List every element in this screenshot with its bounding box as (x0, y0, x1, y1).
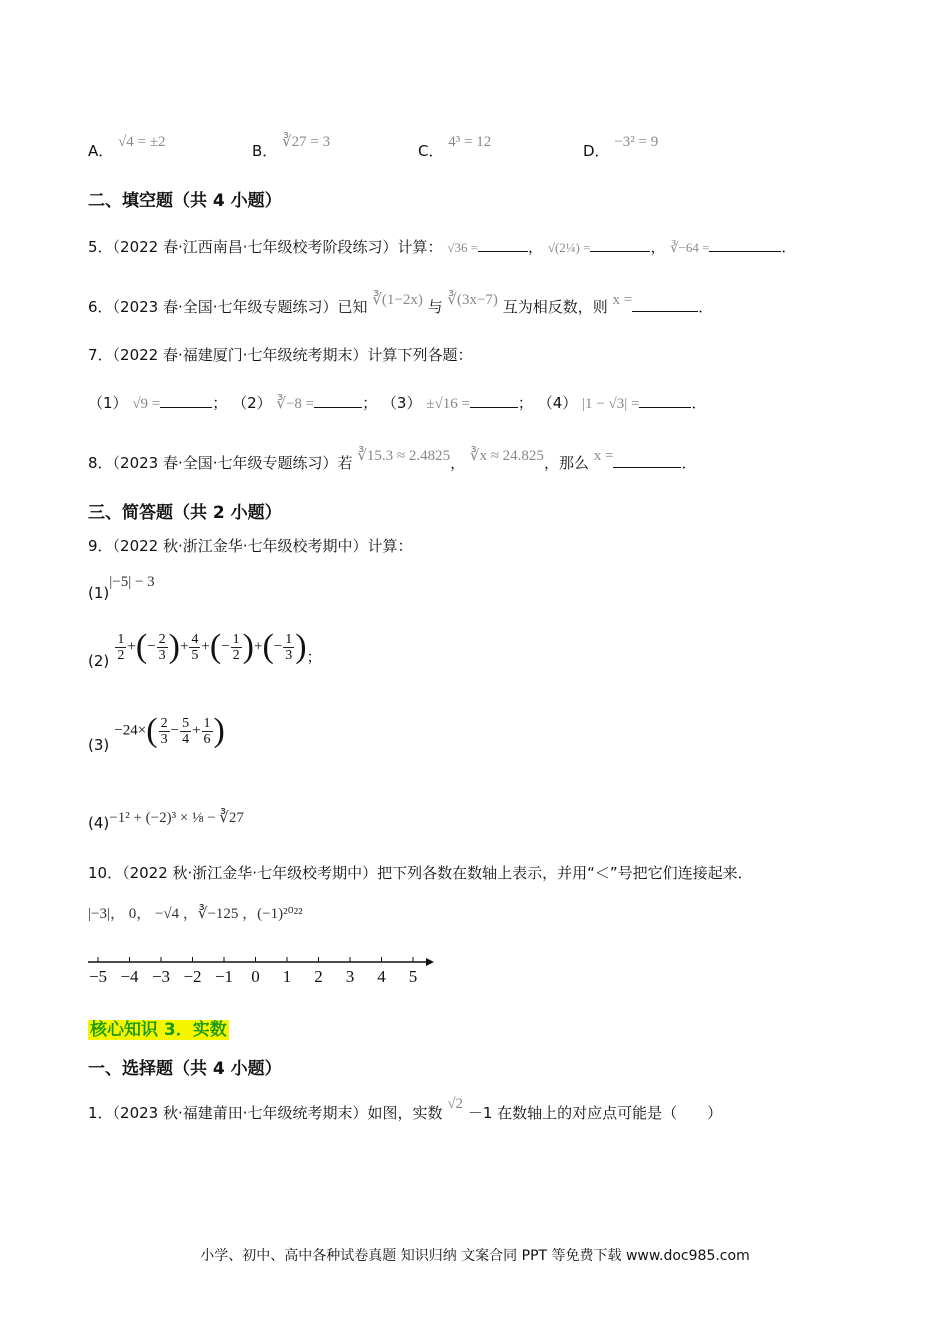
option-b (252, 134, 331, 161)
q6-suffix: 互为相反数，则 (502, 298, 608, 316)
option-d-label: D． (583, 142, 610, 160)
option-a-expr: √4 = ±2 (118, 134, 166, 150)
option-b-label: B． (252, 142, 278, 160)
question-7-parts: （1） √9 = ； （2） ∛−8 = ； （3） ±√16 = ； （4） |1 − √3| = ． (88, 394, 707, 412)
number-line-tick-label: −1 (214, 967, 234, 986)
number-line-tick-label: −2 (183, 967, 202, 986)
option-c-expr: 4³ = 12 (448, 134, 492, 150)
q10-numbers (88, 902, 303, 923)
q7-part-4-label: （4） (537, 394, 578, 412)
q7-part-3-label: （3） (381, 394, 422, 412)
number-line-tick-label: 0 (251, 967, 260, 986)
q7-blank-1[interactable] (160, 393, 212, 408)
question-5: 5．（2022 春·江西南昌·七年级校考阶段练习）计算： √36 = ， √(2¼) = ， ∛−64 = ． (88, 238, 797, 256)
number-line (86, 950, 436, 990)
q5-blank-3[interactable] (709, 237, 781, 252)
q9-expr-1: |−5| − 3 (109, 574, 155, 590)
number-line-tick-label: −3 (151, 967, 171, 986)
q9-part-1 (88, 574, 155, 602)
question-10: 10．（2022 秋·浙江金华·七年级校考期中）把下列各数在数轴上表示，并用“＜”号把它们连接起来． (88, 864, 753, 882)
option-c-label: C． (418, 142, 444, 160)
q9-part-4-label: (4) (88, 814, 110, 832)
q6-var: x = (612, 292, 633, 308)
question-1 (88, 1096, 723, 1123)
option-c (418, 134, 492, 161)
q7-part-2-label: （2） (232, 394, 272, 412)
q7-expr-1: √9 = (132, 396, 161, 412)
option-d-expr: −3² = 9 (614, 134, 659, 150)
q1-expr: √2 (447, 1096, 464, 1112)
option-b-expr: ∛27 = 3 (282, 134, 331, 150)
footer-text: 小学、初中、高中各种试卷真题 知识归纳 文案合同 PPT 等免费下载 www.doc985.com (200, 1248, 750, 1264)
q8-expr-1: ∛15.3 ≈ 2.4825 (357, 448, 451, 464)
q5-expr-2: √(2¼) = (547, 240, 591, 255)
question-8: 8．（2023 春·全国·七年级专题练习）若 ∛15.3 ≈ 2.4825， ∛x ≈ 24.825，那么 x = ． (88, 448, 697, 472)
number-line-tick-label: 1 (282, 967, 292, 986)
q1-suffix: －1 在数轴上的对应点可能是（ ） (467, 1104, 723, 1122)
q7-blank-3[interactable] (470, 393, 518, 408)
q7-blank-2[interactable] (314, 393, 362, 408)
q8-mid: ，那么 (543, 454, 589, 472)
q5-blank-1[interactable] (478, 237, 528, 252)
q8-expr-2: ∛x ≈ 24.825 (469, 448, 544, 464)
option-a (88, 134, 166, 161)
q5-expr-1: √36 = (447, 240, 479, 255)
q6-prefix: 6．（2023 春·全国·七年级专题练习）已知 (88, 298, 368, 316)
option-d (583, 134, 659, 161)
section-heading-short-answer: 三、简答题（共 2 小题） (88, 503, 282, 523)
q9-part-3-label: (3) (88, 735, 110, 754)
q7-expr-4: |1 − √3| = (582, 396, 640, 412)
q8-blank[interactable] (613, 453, 681, 468)
q7-blank-4[interactable] (639, 393, 691, 408)
q9-part-4 (88, 808, 244, 832)
q9-expr-4: −1² + (−2)³ × ⅛ − ∛27 (109, 810, 244, 826)
number-line-tick-label: 4 (377, 967, 386, 986)
q5-expr-3: ∛−64 = (670, 240, 710, 255)
number-line-tick-label: 2 (314, 967, 323, 986)
number-line-arrow (426, 958, 434, 966)
question-7: 7．（2022 春·福建厦门·七年级统考期末）计算下列各题： (88, 346, 473, 364)
q9-part-2: (2) $\frac{1}{2}$ +(− $\frac{2}{3}$ )+ $\frac{4}{5}$ +(− $\frac{1}{2}$ )+(− $\frac{1}{3}$ )； (88, 628, 322, 670)
q9-part-2-label: (2) (88, 651, 110, 670)
number-line-svg (86, 950, 436, 986)
number-line-tick-label: −5 (88, 967, 108, 986)
q5-blank-2[interactable] (590, 237, 650, 252)
core-knowledge-3-title: 核心知识 3．实数 (90, 1020, 227, 1040)
q10-number-list: |−3|， 0， −√4 ，∛−125 ，(−1)²⁰²² (88, 906, 303, 922)
q6-blank[interactable] (632, 297, 698, 312)
q6-expr-1: ∛(1−2x) (372, 292, 423, 308)
q8-var: x = (593, 448, 614, 464)
fraction-1-2: $\frac{1}{2}$ (117, 631, 125, 663)
q9-part-3: (3) −24×( $\frac{2}{3}$ − $\frac{5}{4}$ + $\frac{1}{6}$ ) (88, 712, 225, 754)
q9-part-1-label: (1) (88, 584, 110, 602)
question-9: 9．（2022 秋·浙江金华·七年级校考期中）计算： (88, 537, 413, 555)
number-line-tick-label: −4 (120, 967, 139, 986)
q6-expr-2: ∛(3x−7) (447, 292, 498, 308)
number-line-tick-label: 5 (408, 967, 418, 986)
q8-prefix: 8．（2023 春·全国·七年级专题练习）若 (88, 454, 353, 472)
q7-expr-3: ±√16 = (426, 396, 470, 412)
q6-mid: 与 (427, 298, 443, 316)
question-6: 6．（2023 春·全国·七年级专题练习）已知 ∛(1−2x) 与 ∛(3x−7) 互为相反数，则 x = ． (88, 292, 714, 316)
q9-expr-3-prefix: −24× (114, 722, 147, 739)
core-knowledge-heading (88, 1015, 229, 1040)
q1-prefix: 1．（2023 秋·福建莆田·七年级统考期末）如图，实数 (88, 1104, 443, 1122)
number-line-tick-label: 3 (345, 967, 355, 986)
option-a-label: A． (88, 142, 114, 160)
section-heading-choice: 一、选择题（共 4 小题） (88, 1059, 282, 1079)
q7-part-1-label: （1） (88, 394, 128, 412)
section-heading-fill-blank: 二、填空题（共 4 小题） (88, 191, 282, 211)
q7-expr-2: ∛−8 = (276, 396, 315, 412)
q5-prefix: 5．（2022 春·江西南昌·七年级校考阶段练习）计算： (88, 238, 443, 256)
